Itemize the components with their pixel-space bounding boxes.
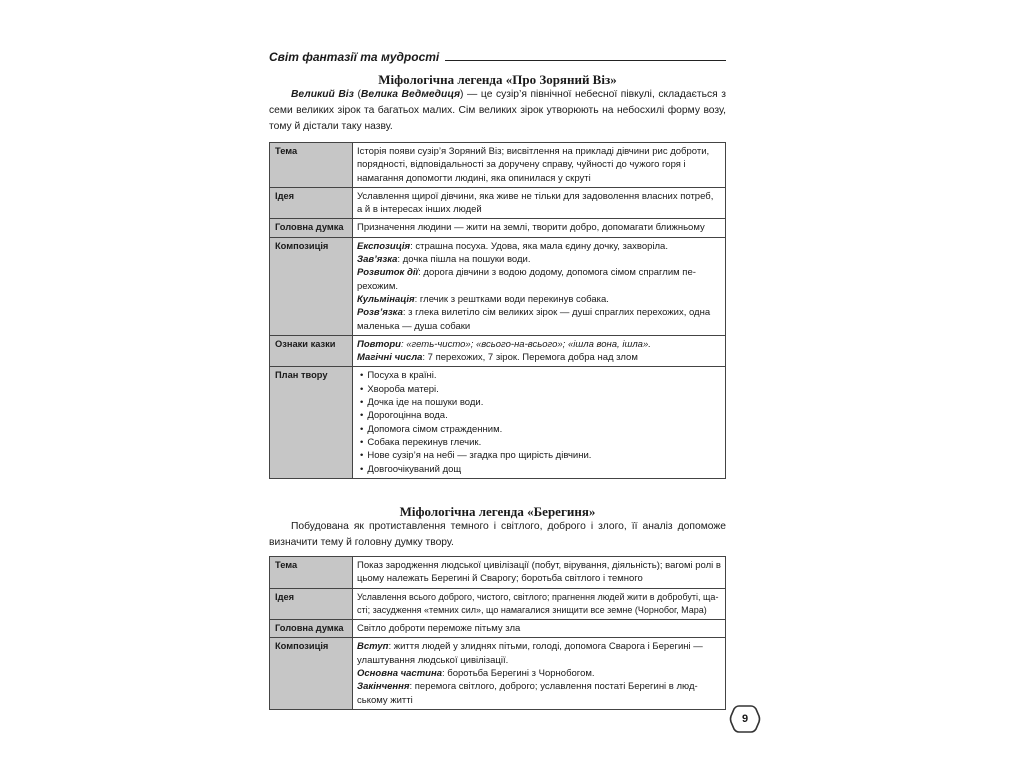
plan-item: • Посуха в країні. [357,369,721,382]
signs-repetitions-text: : «геть-чисто»; «всього-на-всього»; «ішла вона, ішла». [400,338,651,350]
intro-text: Побудована як протиставлення темного і світлого, доброго і злого, її аналіз допоможе визначити тему й головну думку твору. [269,521,726,548]
composition-item-text: : глечик з рештками води перекинув собака. [414,293,609,305]
composition-item-text: : боротьба Берегині з Чорнобогом. [442,668,595,680]
plan-item: • Довгоочікуваний дощ [357,463,721,476]
row-value-theme: Історія появи сузір’я Зоряний Віз; висвітлення на прикладі дівчини рис доброти, порядності, відповідальності за доручену справу, чуйності до чужого горя і намагання допомогти людині, яка опинилася у скруті [353,143,726,188]
plan-list [357,369,721,475]
plan-item: • Дорогоцінна вода. [357,409,721,422]
row-label-main-thought: Головна думка [270,620,353,638]
row-value-composition [353,237,726,335]
table-row-idea [270,187,726,219]
section-title-zoriany-viz: Міфологічна легенда «Про Зоряний Віз» [378,72,617,87]
section-title-berehynia: Міфологічна легенда «Берегиня» [399,504,596,519]
composition-item-text: : страшна посуха. Удова, яка мала єдину дочку, захворіла. [410,240,668,252]
row-value-main-thought: Світло доброти переможе пітьму зла [353,620,726,638]
composition-item [357,640,721,667]
intro-text: ) — це сузір’я північної небесної півкулі, складається з семи великих зірок та багатьох малих. Сім великих зірок утворюють на небосхилі форму возу, тому й дістали таку назву. [269,89,726,132]
row-label-composition: Композиція [270,237,353,335]
table-row-main-thought [270,620,726,638]
row-label-fairytale-signs: Ознаки казки [270,335,353,367]
composition-item-label: Експозиція [357,240,411,252]
composition-item-label: Кульмінація [357,293,415,305]
composition-item [357,306,721,333]
plan-item: • Собака перекинув глечик. [357,436,721,449]
composition-item [357,240,721,253]
page-number: 9 [741,713,749,725]
row-value-fairytale-signs [353,335,726,367]
row-value-idea: Уславлення щирої дівчини, яка живе не тільки для задоволення власних потреб, а й в інтересах інших людей [353,187,726,219]
composition-item [357,667,721,680]
signs-repetitions [357,338,721,351]
composition-item-label: Зав’язка [357,254,398,266]
header-rule [445,60,726,61]
table-row-composition [270,638,726,709]
plan-item: • Хвороба матері. [357,383,721,396]
book-title: Світ фантазії та мудрості [269,50,440,64]
row-value-theme: Показ зародження людської цивілізації (побут, вірування, діяльність); вагомі ролі в цьому належать Берегині й Сварогу; боротьба світлого і темного [353,557,726,589]
table-row-plan [270,367,726,478]
composition-item [357,293,721,306]
composition-item-label: Основна частина [357,668,442,680]
composition-item-text: : з глека вилетіло сім великих зірок — душі спраглих перехожих, одна маленька — душа собаки [357,307,711,332]
composition-item-label: Закінчення [357,681,410,693]
signs-magic-numbers [357,351,721,364]
row-label-main-thought: Головна думка [270,219,353,237]
plan-item: • Допомога сімом стражденним. [357,423,721,436]
intro-term-alt: Велика Ведмедиця [360,89,461,100]
table-row-fairytale-signs [270,335,726,367]
composition-item-label: Розвиток дії [357,267,419,279]
row-label-idea: Ідея [270,187,353,219]
row-label-composition: Композиція [270,638,353,709]
composition-item [357,266,721,293]
row-label-plan: План твору [270,367,353,478]
table-row-theme [270,143,726,188]
intro-paragraph-zoriany-viz [269,87,726,135]
composition-item-label: Вступ [357,641,389,653]
plan-item: • Нове сузір’я на небі — згадка про щирість дівчини. [357,449,721,462]
running-header [269,46,726,64]
intro-text-part: ( [353,89,361,100]
intro-paragraph-berehynia [269,519,726,551]
signs-repetitions-label: Повтори [357,338,401,350]
analysis-table-zoriany-viz [269,142,726,479]
row-value-idea: Уславлення всього доброго, чистого, світлого; прагнення людей жити в добробуті, щасті; засудження «темних сил», що намагалися знищити все земне (Чорнобог, Мара) [353,588,726,620]
table-row-composition [270,237,726,335]
row-label-theme: Тема [270,143,353,188]
composition-item [357,253,721,266]
composition-item-text: : перемога світлого, доброго; уславлення постаті Берегині в людському житті [357,681,698,706]
composition-item-text: : дорога дівчини з водою додому, допомога сімом спраглим перехожим. [357,267,696,292]
composition-item [357,680,721,707]
table-row-idea [270,588,726,620]
row-value-main-thought: Призначення людини — жити на землі, творити добро, допомагати ближньому [353,219,726,237]
signs-magic-numbers-label: Магічні числа [357,352,423,364]
analysis-table-berehynia [269,556,726,710]
composition-item-label: Розв’язка [357,307,403,319]
row-value-composition [353,638,726,709]
row-label-theme: Тема [270,557,353,589]
table-row-main-thought [270,219,726,237]
signs-magic-numbers-text: : 7 перехожих, 7 зірок. Перемога добра над злом [422,352,638,364]
composition-item-text: : життя людей у злиднях пітьми, голоді, допомога Сварога і Берегині — улаштування людської цивілізації. [357,641,703,666]
intro-term: Великий Віз [291,89,354,100]
row-value-plan [353,367,726,478]
row-label-idea: Ідея [270,588,353,620]
table-row-theme [270,557,726,589]
page-number-badge [729,704,761,734]
plan-item: • Дочка іде на пошуки води. [357,396,721,409]
composition-item-text: : дочка пішла на пошуки води. [397,254,531,266]
